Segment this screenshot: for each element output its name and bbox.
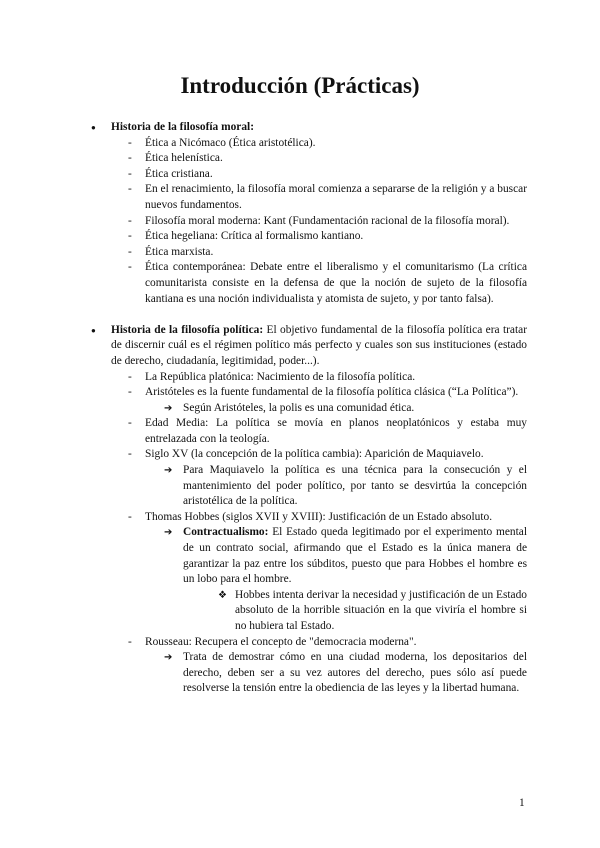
dash-marker: - xyxy=(128,635,132,648)
list-item-text: Siglo XV (la concepción de la política cambia): Aparición de Maquiavelo. xyxy=(145,448,484,461)
section-moral xyxy=(91,120,527,136)
section-intro: El objetivo fundamental de la filosofía política era tratar de discernir cuál es el régimen político más perfecto y cuales son sus instituciones (estado de derecho, ciudadanía, legitimidad, poder...). xyxy=(111,323,527,367)
arrow-icon: ➔ xyxy=(164,402,173,414)
page-number: 1 xyxy=(519,797,525,809)
sub-item-text: Trata de demostrar cómo en una ciudad moderna, los depositarios del derecho, deben ser a su vez autores del derecho, pues sólo así puede resolverse la tensión entre la obediencia de las leyes y la libertad humana. xyxy=(183,651,527,695)
dash-marker: - xyxy=(128,417,132,430)
list-item xyxy=(111,214,527,230)
section-politica xyxy=(91,323,527,370)
list-item-text: La República platónica: Nacimiento de la filosofía política. xyxy=(145,370,416,383)
bullet-marker: ● xyxy=(91,325,96,335)
sub-sub-item xyxy=(111,588,527,635)
list-item-text: Ética helenística. xyxy=(145,152,223,165)
sub-item xyxy=(111,401,527,417)
dash-marker: - xyxy=(128,230,132,243)
arrow-icon: ➔ xyxy=(164,652,173,664)
list-item xyxy=(111,447,527,463)
sub-item-bold-term: Contractualismo: xyxy=(183,526,269,539)
list-item-text: Rousseau: Recupera el concepto de "democracia moderna". xyxy=(145,635,417,648)
list-item xyxy=(111,182,527,213)
page-title: Introducción (Prácticas) xyxy=(180,73,420,98)
list-item-text: En el renacimiento, la filosofía moral comienza a separarse de la religión y a buscar nuevos fundamentos. xyxy=(145,183,527,211)
bullet-marker: ● xyxy=(91,123,96,132)
list-item-text: Aristóteles es la fuente fundamental de la filosofía política clásica (“La Política”). xyxy=(145,386,519,399)
sub-item xyxy=(111,525,527,587)
spacer xyxy=(111,307,527,323)
dash-marker: - xyxy=(128,167,132,180)
list-item-text: Ética marxista. xyxy=(145,245,214,258)
dash-marker: - xyxy=(128,214,132,227)
dash-marker: - xyxy=(128,245,132,258)
list-item-text: Edad Media: La política se movía en planos neoplatónicos y estaba muy entrelazada con la teología. xyxy=(145,417,527,445)
dash-marker: - xyxy=(128,510,132,523)
list-item xyxy=(111,245,527,261)
diamond-icon: ❖ xyxy=(218,589,227,601)
dash-marker: - xyxy=(128,183,132,196)
list-item xyxy=(111,416,527,447)
sub-item-text: Para Maquiavelo la política es una técnica para la consecución y el mantenimiento del poder político, por tanto se desvirtúa la concepción aristotélica de la política. xyxy=(183,464,527,508)
list-item xyxy=(111,167,527,183)
dash-marker: - xyxy=(128,370,132,383)
list-item xyxy=(111,385,527,401)
sub-item-text: Según Aristóteles, la polis es una comunidad ética. xyxy=(183,401,415,414)
arrow-icon: ➔ xyxy=(164,465,173,477)
dash-marker: - xyxy=(128,136,132,149)
section-heading: Historia de la filosofía moral: xyxy=(111,121,254,133)
list-item xyxy=(111,151,527,167)
list-item xyxy=(111,510,527,526)
sub-item xyxy=(111,463,527,510)
section-heading: Historia de la filosofía política: xyxy=(111,323,264,336)
sub-item xyxy=(111,650,527,697)
sub-sub-item-text: Hobbes intenta derivar la necesidad y justificación de un Estado absoluto de la horrible situación en la que viviría el hombre si no hubiera tal Estado. xyxy=(235,588,527,632)
dash-marker: - xyxy=(128,261,132,274)
list-item-text: Ética contemporánea: Debate entre el liberalismo y el comunitarismo (La crítica comunitarista consiste en la defensa de que la noción de sujeto de la filosofía kantiana es una noción individualista y atomista de sujeto, y por tanto falsa). xyxy=(145,261,527,305)
document-body xyxy=(91,120,527,697)
list-item xyxy=(111,136,527,152)
list-item-text: Filosofía moral moderna: Kant (Fundamentación racional de la filosofía moral). xyxy=(145,214,510,227)
list-item xyxy=(111,370,527,386)
list-item-text: Thomas Hobbes (siglos XVII y XVIII): Justificación de un Estado absoluto. xyxy=(145,510,493,523)
list-item xyxy=(111,229,527,245)
dash-marker: - xyxy=(128,448,132,461)
dash-marker: - xyxy=(128,152,132,165)
list-item-text: Ética cristiana. xyxy=(145,167,213,180)
list-item xyxy=(111,635,527,651)
sub-item-text: El Estado queda legitimado por el experimento mental de un contrato social, afirmando que el Estado es la única manera de garantizar la paz entre los súbditos, puesto que para Hobbes el hombre es un lobo para el hombre. xyxy=(183,526,527,586)
dash-marker: - xyxy=(128,386,132,399)
arrow-icon: ➔ xyxy=(164,527,173,539)
list-item xyxy=(111,260,527,307)
list-item-text: Ética a Nicómaco (Ética aristotélica). xyxy=(145,136,316,149)
list-item-text: Ética hegeliana: Crítica al formalismo kantiano. xyxy=(145,230,364,243)
